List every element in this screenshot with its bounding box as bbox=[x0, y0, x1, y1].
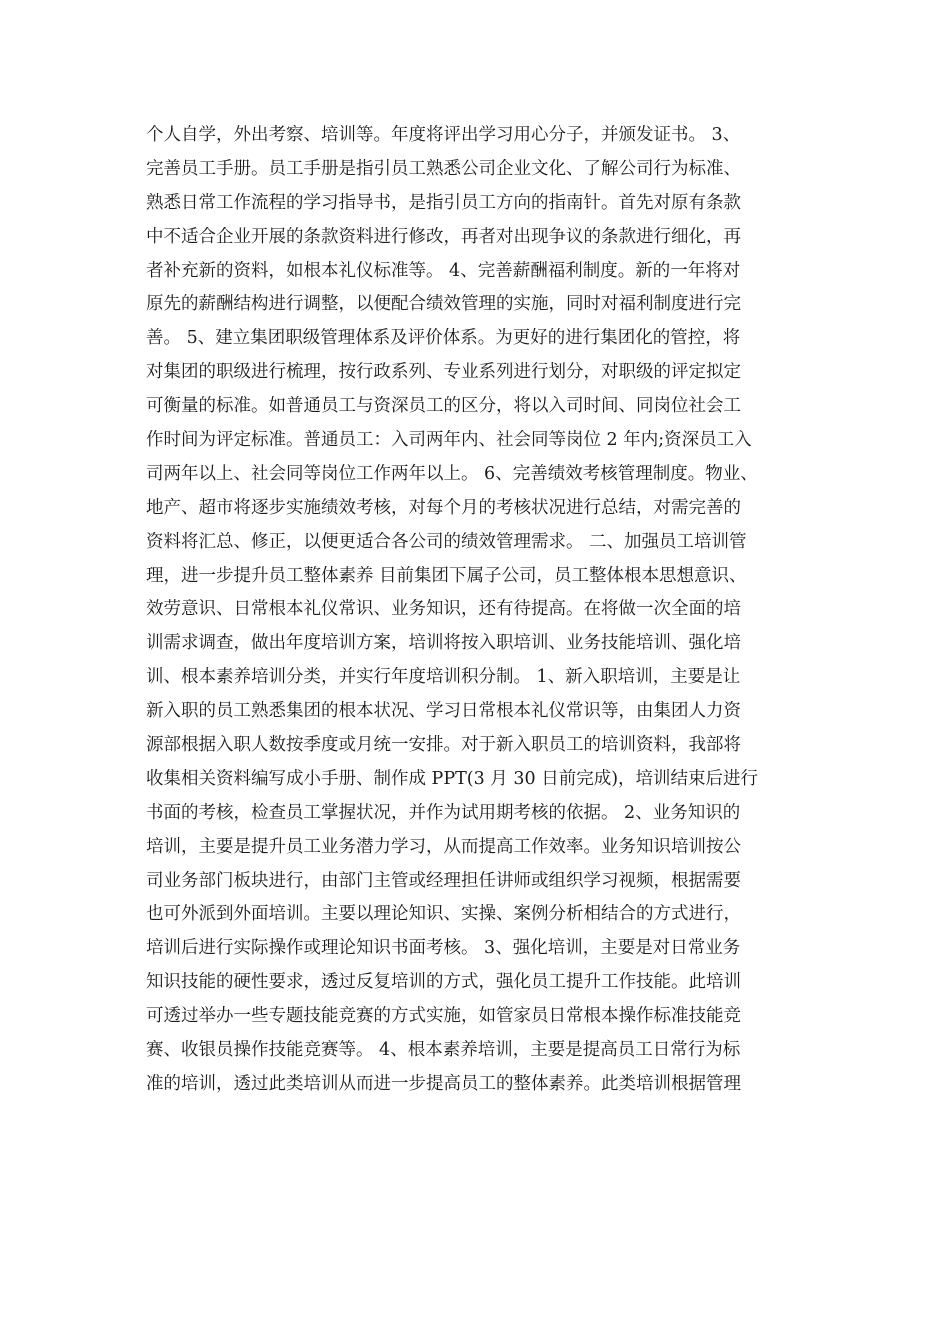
text-line: 源部根据入职人数按季度或月统一安排。对于新入职员工的培训资料，我部将 bbox=[146, 735, 741, 756]
text-line: 资料将汇总、修正，以便更适合各公司的绩效管理需求。 二、加强员工培训管 bbox=[146, 531, 747, 552]
text-line: 准的培训，透过此类培训从而进一步提高员工的整体素养。此类培训根据管理 bbox=[146, 1073, 741, 1094]
text-line: 知识技能的硬性要求，透过反复培训的方式，强化员工提升工作技能。此培训 bbox=[146, 972, 741, 993]
text-line: 司业务部门板块进行，由部门主管或经理担任讲师或组织学习视频，根据需要 bbox=[146, 870, 741, 891]
text-line: 熟悉日常工作流程的学习指导书，是指引员工方向的指南针。首先对原有条款 bbox=[146, 192, 741, 213]
text-line: 可透过举办一些专题技能竞赛的方式实施，如管家员日常根本操作标准技能竞 bbox=[146, 1006, 741, 1027]
text-line: 中不适合企业开展的条款资料进行修改，再者对出现争议的条款进行细化，再 bbox=[146, 226, 741, 247]
body-text bbox=[146, 119, 826, 1102]
text-line: 收集相关资料编写成小手册、制作成 PPT(3 月 30 日前完成)，培训结束后进行 bbox=[146, 768, 759, 789]
text-line: 新入职的员工熟悉集团的根本状况、学习日常根本礼仪常识等，由集团人力资 bbox=[146, 701, 741, 722]
text-line: 效劳意识、日常根本礼仪常识、业务知识，还有待提高。在将做一次全面的培 bbox=[146, 599, 741, 620]
text-line: 原先的薪酬结构进行调整，以便配合绩效管理的实施，同时对福利制度进行完 bbox=[146, 294, 741, 315]
text-line: 个人自学，外出考察、培训等。年度将评出学习用心分子，并颁发证书。 3、 bbox=[146, 125, 741, 145]
text-line: 可衡量的标准。如普通员工与资深员工的区分，将以入司时间、同岗位社会工 bbox=[146, 396, 741, 417]
text-line: 培训，主要是提升员工业务潜力学习，从而提高工作效率。业务知识培训按公 bbox=[146, 836, 741, 857]
text-line: 作时间为评定标准。普通员工：入司两年内、社会同等岗位 2 年内;资深员工入 bbox=[146, 430, 752, 451]
text-line: 培训后进行实际操作或理论知识书面考核。 3、强化培训，主要是对日常业务 bbox=[146, 938, 741, 959]
text-line: 赛、收银员操作技能竞赛等。 4、根本素养培训，主要是提高员工日常行为标 bbox=[146, 1040, 741, 1061]
text-line: 者补充新的资料，如根本礼仪标准等。 4、完善薪酬福利制度。新的一年将对 bbox=[146, 260, 741, 281]
text-line: 司两年以上、社会同等岗位工作两年以上。 6、完善绩效考核管理制度。物业、 bbox=[146, 463, 758, 484]
text-line: 对集团的职级进行梳理，按行政系列、专业系列进行划分，对职级的评定拟定 bbox=[146, 362, 741, 383]
text-line: 理，进一步提升员工整体素养 目前集团下属子公司，员工整体根本思想意识、 bbox=[146, 565, 747, 586]
text-line: 训需求调查，做出年度培训方案，培训将按入职培训、业务技能培训、强化培 bbox=[146, 633, 741, 654]
text-line: 地产、超市将逐步实施绩效考核，对每个月的考核状况进行总结，对需完善的 bbox=[146, 497, 741, 518]
text-line: 也可外派到外面培训。主要以理论知识、实操、案例分析相结合的方式进行， bbox=[146, 904, 741, 925]
text-line: 善。 5、建立集团职级管理体系及评价体系。为更好的进行集团化的管控，将 bbox=[146, 328, 741, 349]
text-line: 训、根本素养培训分类，并实行年度培训积分制。 1、新入职培训，主要是让 bbox=[146, 667, 741, 688]
text-line: 完善员工手册。员工手册是指引员工熟悉公司企业文化、了解公司行为标准、 bbox=[146, 158, 741, 179]
text-line: 书面的考核，检查员工掌握状况，并作为试用期考核的依据。 2、业务知识的 bbox=[146, 802, 741, 823]
